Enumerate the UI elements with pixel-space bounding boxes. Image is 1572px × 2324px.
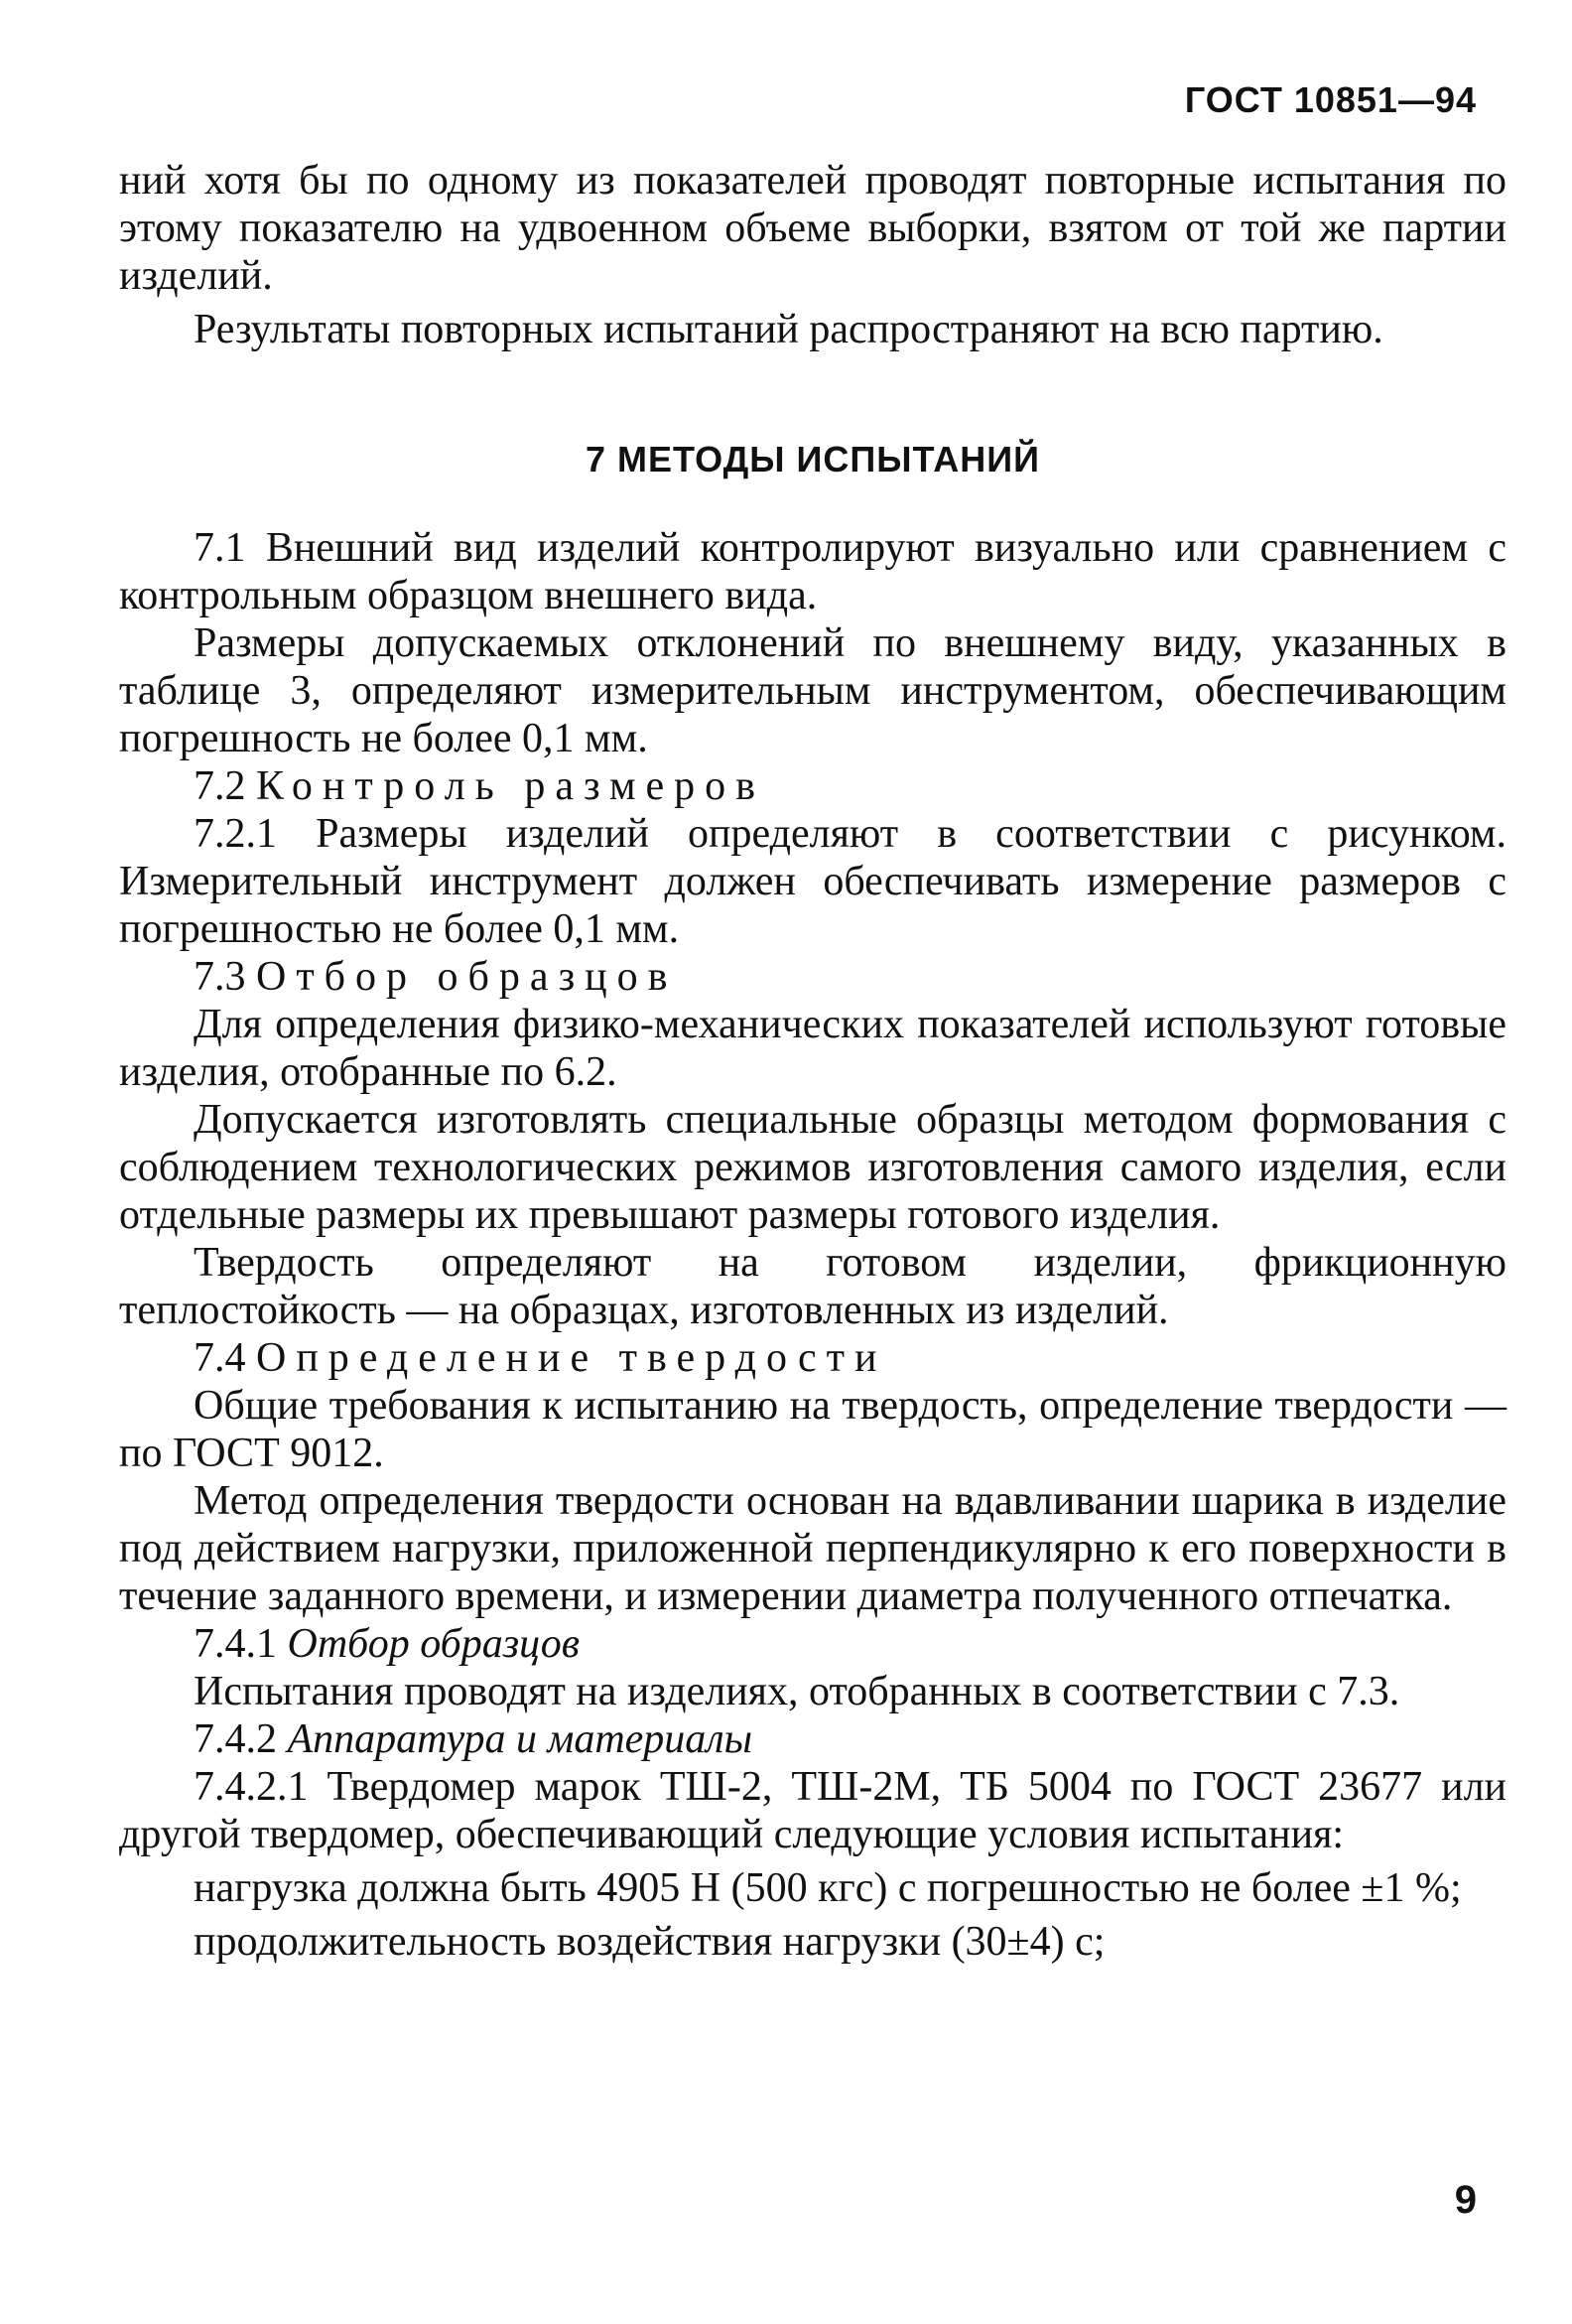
heading-7-4-title: Определение твердости <box>256 1335 887 1381</box>
heading-7-4-1-title: Отбор образцов <box>287 1621 580 1667</box>
paragraph-repeat-results: Результаты повторных испытаний распространяют на всю партию. <box>194 307 1383 352</box>
heading-7-4-2-number: 7.4.2 <box>194 1716 277 1762</box>
paragraph-7-2-1: 7.2.1 Размеры изделий определяют в соответствии с рисунком. Измерительный инструмент должен обеспечивать измерение размеров с погрешностью не более 0,1 мм. <box>119 811 1506 952</box>
heading-7-4-number: 7.4 <box>194 1335 246 1381</box>
paragraph-7-4-2-1: 7.4.2.1 Твердомер марок ТШ-2, ТШ-2М, ТБ 5004 по ГОСТ 23677 или другой твердомер, обеспечивающий следующие условия испытания: <box>119 1764 1506 1857</box>
page-number: 9 <box>1454 2178 1477 2222</box>
heading-7-3-number: 7.3 <box>194 954 246 1000</box>
heading-7-4-2 <box>119 1715 1506 1763</box>
page-body <box>119 157 1506 1966</box>
heading-7-2-number: 7.2 <box>194 763 246 809</box>
heading-7-3 <box>119 953 1506 1001</box>
paragraph-7-3-c: Твердость определяют на готовом изделии, фрикционную теплостойкость — на образцах, изготовленных из изделий. <box>119 1240 1506 1333</box>
section-7-title: 7 МЕТОДЫ ИСПЫТАНИЙ <box>586 439 1040 479</box>
heading-7-3-title: Отбор образцов <box>256 954 678 1000</box>
heading-7-4-2-title: Аппаратура и материалы <box>287 1716 753 1762</box>
heading-7-4-1-number: 7.4.1 <box>194 1621 277 1667</box>
heading-7-4 <box>119 1334 1506 1382</box>
document-header: ГОСТ 10851—94 <box>1184 79 1477 120</box>
paragraph-7-3-b: Допускается изготовлять специальные образцы методом формования с соблюдением технологических режимов изготовления самого изделия, если отдельные размеры их превышают размеры готового изделия. <box>119 1097 1506 1238</box>
paragraph-continuation: ний хотя бы по одному из показателей проводят повторные испытания по этому показателю на удвоенном объеме выборки, взятом от той же партии изделий. <box>119 158 1506 299</box>
paragraph-7-4-1: Испытания проводят на изделиях, отобранных в соответствии с 7.3. <box>194 1669 1400 1714</box>
paragraph-7-4-b: Метод определения твердости основан на вдавливании шарика в изделие под действием нагрузки, приложенной перпендикулярно к его поверхности в течение заданного времени, и измерении диаметра полученного отпечатка. <box>119 1478 1506 1619</box>
paragraph-7-3-a: Для определения физико-механических показателей используют готовые изделия, отобранные по 6.2. <box>119 1002 1506 1095</box>
heading-7-2-title: Контроль размеров <box>256 763 766 809</box>
paragraph-7-1: 7.1 Внешний вид изделий контролируют визуально или сравнением с контрольным образцом внешнего вида. <box>119 525 1506 618</box>
paragraph-load-duration: продолжительность воздействия нагрузки (30±4) с; <box>194 1919 1106 1965</box>
heading-7-4-1 <box>119 1620 1506 1668</box>
paragraph-7-1-sizes: Размеры допускаемых отклонений по внешнему виду, указанных в таблице 3, определяют измерительным инструментом, обеспечивающим погрешность не более 0,1 мм. <box>119 620 1506 761</box>
heading-7-2 <box>119 762 1506 810</box>
paragraph-load-requirement: нагрузка должна быть 4905 Н (500 кгс) с погрешностью не более ±1 %; <box>194 1865 1462 1911</box>
paragraph-7-4-a: Общие требования к испытанию на твердость, определение твердости — по ГОСТ 9012. <box>119 1383 1506 1476</box>
